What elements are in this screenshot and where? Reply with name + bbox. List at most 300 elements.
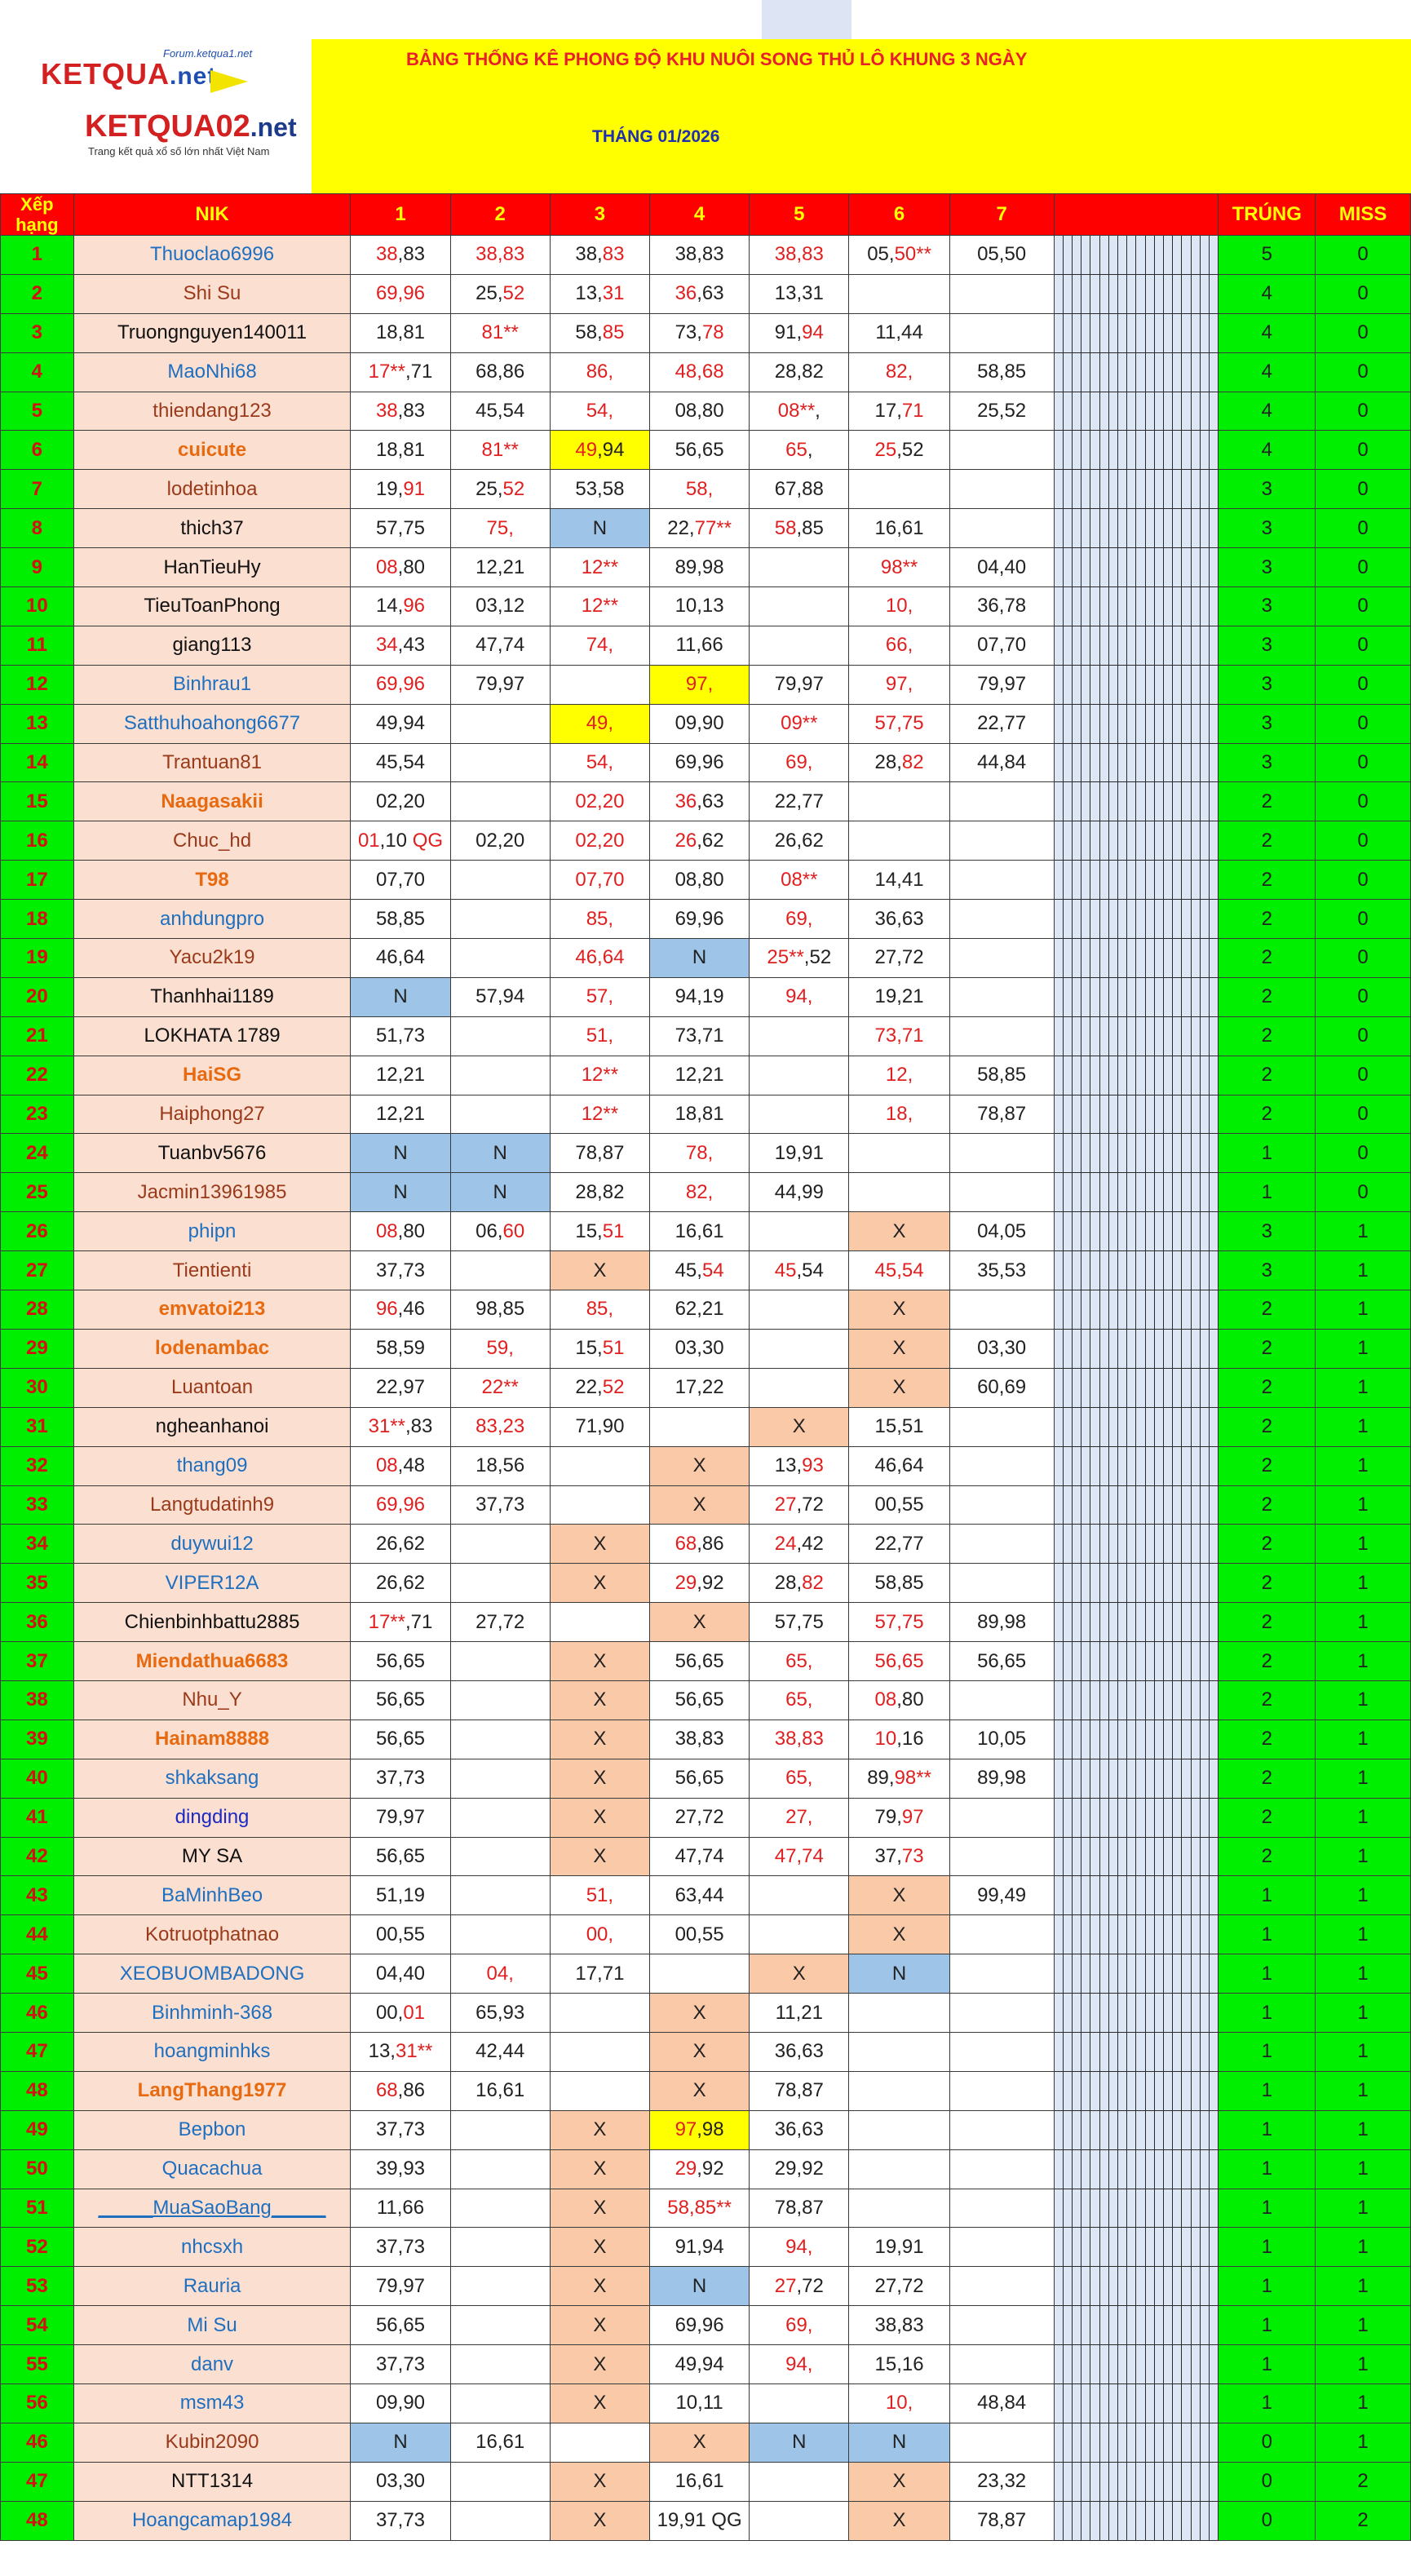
day-6-cell	[849, 2501, 949, 2540]
day-7-cell	[949, 509, 1054, 548]
empty-cell	[1081, 2071, 1090, 2110]
day-7-cell	[949, 236, 1054, 275]
nik-cell[interactable]: Hoangcamap1984	[73, 2501, 351, 2540]
empty-cell	[1200, 977, 1209, 1016]
empty-cell	[1209, 1173, 1218, 1212]
empty-cell	[1154, 2228, 1163, 2267]
cell-text: X	[692, 2040, 706, 2063]
hit-count-cell: 4	[1219, 274, 1316, 313]
empty-cell	[1209, 1954, 1218, 1994]
empty-cell	[1090, 704, 1099, 743]
empty-cell	[1145, 2345, 1154, 2384]
empty-cell	[1072, 782, 1081, 821]
day-5-cell	[750, 587, 849, 626]
cell-text: 36	[675, 790, 697, 812]
empty-cell	[1099, 1798, 1108, 1837]
day-3-cell	[550, 2306, 649, 2345]
table-row	[1, 2267, 1411, 2306]
empty-cell	[1145, 743, 1154, 782]
day-3-cell	[550, 1642, 649, 1681]
cell-text: 29	[675, 1571, 697, 1594]
empty-cell	[1127, 1994, 1136, 2033]
cell-text: 79,97	[475, 673, 525, 696]
day-4-cell	[650, 1915, 750, 1954]
cell-text: 24	[774, 1532, 797, 1555]
empty-cell	[1099, 977, 1108, 1016]
empty-cell	[1072, 2189, 1081, 2228]
empty-cell	[1173, 2462, 1182, 2501]
nik-cell[interactable]: shkaksang	[73, 1759, 351, 1798]
empty-cell	[1145, 900, 1154, 939]
nik-cell[interactable]: lodenambac	[73, 1329, 351, 1368]
nik-cell[interactable]: BaMinhBeo	[73, 1876, 351, 1915]
nik-cell[interactable]: thang09	[73, 1446, 351, 1485]
nik-cell[interactable]: Satthuhoahong6677	[73, 704, 351, 743]
day-6-cell	[849, 1016, 949, 1056]
empty-cell	[1154, 1603, 1163, 1642]
cell-text: 29,92	[774, 2158, 824, 2180]
day-3-cell	[550, 977, 649, 1016]
nik-cell[interactable]: Langtudatinh9	[73, 1485, 351, 1525]
empty-cell	[1090, 1603, 1099, 1642]
cell-text: 10,13	[675, 595, 724, 617]
nik-cell[interactable]: Trantuan81	[73, 743, 351, 782]
empty-cell	[1191, 1212, 1200, 1251]
empty-cell	[1054, 939, 1063, 978]
nik-cell[interactable]: Tientienti	[73, 1251, 351, 1290]
empty-cell	[1117, 548, 1126, 587]
day-2-cell	[450, 1212, 550, 1251]
empty-cell	[1173, 2228, 1182, 2267]
nik-cell[interactable]: giang113	[73, 626, 351, 665]
cell-text: 47,74	[475, 634, 525, 657]
cell-text: 91,	[774, 321, 803, 344]
day-6-cell	[849, 1407, 949, 1446]
nik-cell[interactable]: thich37	[73, 509, 351, 548]
empty-cell	[1081, 1798, 1090, 1837]
cell-text: 36,63	[774, 2040, 824, 2063]
rank-cell: 37	[1, 1642, 74, 1681]
empty-cell	[1127, 1056, 1136, 1095]
nik-cell[interactable]: LOKHATA 1789	[73, 1016, 351, 1056]
miss-count-cell: 1	[1316, 1994, 1411, 2033]
empty-cell	[1117, 977, 1126, 1016]
empty-cell	[1173, 1837, 1182, 1876]
cell-text: 36,78	[977, 595, 1027, 617]
hit-count-cell: 1	[1219, 1954, 1316, 1994]
empty-cell	[1136, 2423, 1145, 2462]
empty-cell	[1090, 1095, 1099, 1134]
nik-cell[interactable]: ngheanhanoi	[73, 1407, 351, 1446]
empty-cell	[1063, 1056, 1072, 1095]
empty-cell	[1127, 782, 1136, 821]
cell-text: N	[592, 516, 608, 539]
empty-cell	[1163, 1915, 1172, 1954]
day-4-cell	[650, 1056, 750, 1095]
nik-cell[interactable]: Hainam8888	[73, 1720, 351, 1759]
empty-cell	[1173, 392, 1182, 431]
empty-cell	[1099, 236, 1108, 275]
miss-count-cell: 0	[1316, 1095, 1411, 1134]
empty-cell	[1081, 900, 1090, 939]
day-2-cell	[450, 1485, 550, 1525]
cell-text: 71	[901, 400, 924, 422]
nik-cell[interactable]: cuicute	[73, 431, 351, 470]
empty-cell	[1063, 2345, 1072, 2384]
day-2-cell	[450, 1290, 550, 1330]
empty-cell	[1145, 2306, 1154, 2345]
empty-cell	[1173, 939, 1182, 978]
empty-cell	[1099, 1251, 1108, 1290]
day-1-cell	[351, 1603, 450, 1642]
day-1-cell	[351, 626, 450, 665]
empty-cell	[1191, 1446, 1200, 1485]
empty-cell	[1200, 704, 1209, 743]
day-1-cell	[351, 431, 450, 470]
day-3-cell	[550, 2462, 649, 2501]
nik-cell[interactable]: NTT1314	[73, 2462, 351, 2501]
table-row	[1, 821, 1411, 861]
cell-text: X	[892, 1923, 906, 1945]
cell-text: 12**	[581, 595, 619, 617]
empty-cell	[1081, 1720, 1090, 1759]
nik-cell[interactable]: Quacachua	[73, 2149, 351, 2189]
day-3-cell	[550, 431, 649, 470]
empty-cell	[1191, 1954, 1200, 1994]
nik-cell[interactable]: Chienbinhbattu2885	[73, 1603, 351, 1642]
empty-cell	[1154, 1407, 1163, 1446]
cell-text: 02,20	[575, 790, 625, 812]
table-row	[1, 1056, 1411, 1095]
cell-text: X	[692, 2001, 706, 2024]
day-2-cell	[450, 1407, 550, 1446]
nik-cell[interactable]: Naagasakii	[73, 782, 351, 821]
nik-cell[interactable]: Haiphong27	[73, 1095, 351, 1134]
nik-cell[interactable]: HanTieuHy	[73, 548, 351, 587]
cell-text: 57,75	[874, 1610, 924, 1633]
rank-cell: 54	[1, 2306, 74, 2345]
miss-count-cell: 1	[1316, 1915, 1411, 1954]
day-3-cell	[550, 1173, 649, 1212]
cell-text: 31**	[395, 2040, 433, 2063]
hit-count-cell: 0	[1219, 2462, 1316, 2501]
hit-count-cell: 1	[1219, 2189, 1316, 2228]
cell-text: N	[393, 1180, 408, 1203]
miss-count-cell: 0	[1316, 1134, 1411, 1173]
empty-cell	[1081, 1251, 1090, 1290]
empty-cell	[1117, 1446, 1126, 1485]
empty-cell	[1182, 1798, 1191, 1837]
empty-cell	[1090, 431, 1099, 470]
empty-cell	[1099, 939, 1108, 978]
hit-count-cell: 2	[1219, 1603, 1316, 1642]
cell-text: 78,87	[575, 1141, 625, 1164]
nik-cell[interactable]: emvatoi213	[73, 1290, 351, 1330]
empty-cell	[1054, 1603, 1063, 1642]
day-7-cell	[949, 2462, 1054, 2501]
empty-cell	[1173, 1680, 1182, 1720]
nik-cell[interactable]: lodetinhoa	[73, 470, 351, 509]
empty-cell	[1072, 1954, 1081, 1994]
empty-cell	[1072, 274, 1081, 313]
empty-cell	[1072, 2423, 1081, 2462]
miss-count-cell: 1	[1316, 1446, 1411, 1485]
empty-cell	[1063, 1368, 1072, 1407]
day-2-cell	[450, 1134, 550, 1173]
day-6-cell	[849, 2306, 949, 2345]
nik-cell[interactable]: Yacu2k19	[73, 939, 351, 978]
empty-cell	[1200, 587, 1209, 626]
empty-cell	[1191, 470, 1200, 509]
nik-cell[interactable]: VIPER12A	[73, 1564, 351, 1603]
empty-cell	[1136, 2345, 1145, 2384]
hit-count-cell: 1	[1219, 2071, 1316, 2110]
nik-cell[interactable]: phipn	[73, 1212, 351, 1251]
day-3-cell	[550, 2423, 649, 2462]
empty-cell	[1108, 1290, 1117, 1330]
empty-cell	[1081, 1603, 1090, 1642]
empty-cell	[1163, 1212, 1172, 1251]
empty-cell	[1108, 392, 1117, 431]
day-7-cell	[949, 2149, 1054, 2189]
empty-cell	[1081, 431, 1090, 470]
nik-cell[interactable]: Bepbon	[73, 2110, 351, 2149]
empty-cell	[1173, 1095, 1182, 1134]
nik-cell[interactable]: danv	[73, 2345, 351, 2384]
nik-cell[interactable]: Miendathua6683	[73, 1642, 351, 1681]
empty-cell	[1081, 1212, 1090, 1251]
cell-text: 35,53	[977, 1259, 1027, 1281]
day-7-cell	[949, 1095, 1054, 1134]
empty-cell	[1163, 313, 1172, 352]
empty-cell	[1163, 587, 1172, 626]
empty-cell	[1117, 1525, 1126, 1564]
cell-text: 81**	[481, 321, 519, 344]
day-1-cell	[351, 977, 450, 1016]
nik-cell[interactable]: T98	[73, 861, 351, 900]
cell-text: 37,73	[375, 1767, 426, 1790]
empty-cell	[1117, 821, 1126, 861]
nik-cell[interactable]: Chuc_hd	[73, 821, 351, 861]
nik-cell[interactable]: Kubin2090	[73, 2423, 351, 2462]
day-7-cell	[949, 2306, 1054, 2345]
cell-text: 51	[602, 1219, 625, 1242]
nik-cell[interactable]: MY SA	[73, 1837, 351, 1876]
empty-cell	[1117, 900, 1126, 939]
nik-cell[interactable]: nhcsxh	[73, 2228, 351, 2267]
empty-cell	[1054, 587, 1063, 626]
day-7-cell	[949, 587, 1054, 626]
empty-cell	[1117, 2189, 1126, 2228]
nik-cell[interactable]: dingding	[73, 1798, 351, 1837]
empty-cell	[1136, 1056, 1145, 1095]
day-5-cell	[750, 392, 849, 431]
empty-cell	[1117, 392, 1126, 431]
miss-count-cell: 0	[1316, 587, 1411, 626]
empty-cell	[1136, 313, 1145, 352]
nik-cell[interactable]: thiendang123	[73, 392, 351, 431]
cell-text: ,48	[397, 1454, 426, 1477]
day-1-cell	[351, 1016, 450, 1056]
cell-text: 07,70	[375, 868, 426, 891]
empty-cell	[1072, 1915, 1081, 1954]
nik-cell[interactable]: Truongnguyen140011	[73, 313, 351, 352]
empty-cell	[1191, 2306, 1200, 2345]
nik-cell[interactable]: MaoNhi68	[73, 352, 351, 392]
empty-cell	[1191, 1837, 1200, 1876]
miss-count-cell: 0	[1316, 431, 1411, 470]
empty-cell	[1154, 2345, 1163, 2384]
day-6-cell	[849, 1251, 949, 1290]
cell-text: 78,87	[774, 2196, 824, 2219]
empty-cell	[1145, 509, 1154, 548]
cell-text: 69,96	[375, 673, 426, 696]
empty-cell	[1209, 1642, 1218, 1681]
cell-text: 22,	[575, 1376, 603, 1399]
hit-count-cell: 1	[1219, 1173, 1316, 1212]
nik-cell[interactable]: XEOBUOMBADONG	[73, 1954, 351, 1994]
nik-cell[interactable]: HaiSG	[73, 1056, 351, 1095]
rank-cell: 6	[1, 431, 74, 470]
empty-cell	[1182, 1525, 1191, 1564]
day-4-cell	[650, 1954, 750, 1994]
day-5-cell	[750, 1095, 849, 1134]
empty-cell	[1145, 1134, 1154, 1173]
empty-cell	[1163, 2383, 1172, 2423]
day-2-cell	[450, 1798, 550, 1837]
nik-cell[interactable]: _____MuaSaoBang_____	[73, 2189, 351, 2228]
empty-cell	[1200, 1525, 1209, 1564]
empty-cell	[1145, 1016, 1154, 1056]
cell-text: 97	[675, 2118, 697, 2141]
day-2-cell	[450, 1329, 550, 1368]
nik-cell[interactable]: Rauria	[73, 2267, 351, 2306]
day-1-cell	[351, 1290, 450, 1330]
empty-cell	[1209, 743, 1218, 782]
nik-cell[interactable]: Mi Su	[73, 2306, 351, 2345]
empty-cell	[1163, 704, 1172, 743]
empty-cell	[1163, 1603, 1172, 1642]
nik-cell[interactable]: anhdungpro	[73, 900, 351, 939]
empty-cell	[1209, 2383, 1218, 2423]
cell-text: ,42	[796, 1532, 824, 1555]
empty-cell	[1136, 626, 1145, 665]
nik-cell[interactable]: hoangminhks	[73, 2032, 351, 2071]
empty-cell	[1063, 1251, 1072, 1290]
nik-cell[interactable]: duywui12	[73, 1525, 351, 1564]
empty-cell	[1173, 1798, 1182, 1837]
table-row	[1, 2383, 1411, 2423]
day-1-cell	[351, 1954, 450, 1994]
nik-cell[interactable]: Tuanbv5676	[73, 1134, 351, 1173]
nik-cell[interactable]: Nhu_Y	[73, 1680, 351, 1720]
miss-count-cell: 0	[1316, 1173, 1411, 1212]
day-6-cell	[849, 2383, 949, 2423]
cell-text: 45,54	[375, 751, 426, 774]
miss-count-cell: 1	[1316, 1525, 1411, 1564]
empty-cell	[1136, 1915, 1145, 1954]
day-6-cell	[849, 782, 949, 821]
empty-cell	[1136, 900, 1145, 939]
empty-cell	[1182, 313, 1191, 352]
cell-text: 12,21	[475, 555, 525, 578]
empty-cell	[1081, 2032, 1090, 2071]
empty-cell	[1117, 743, 1126, 782]
day-5-cell	[750, 2110, 849, 2149]
cell-text: 22,	[667, 516, 695, 539]
empty-cell	[1127, 2149, 1136, 2189]
empty-cell	[1072, 1173, 1081, 1212]
empty-cell	[1054, 821, 1063, 861]
empty-cell	[1200, 392, 1209, 431]
cell-text: 16,61	[675, 1219, 724, 1242]
cell-text: 78,	[685, 1141, 714, 1164]
cell-text: 16,61	[675, 2470, 724, 2493]
empty-cell	[1163, 2462, 1172, 2501]
cell-text: 69,	[785, 907, 813, 930]
day-7-cell	[949, 1251, 1054, 1290]
cell-text: 89,98	[977, 1610, 1027, 1633]
nik-cell[interactable]: LangThang1977	[73, 2071, 351, 2110]
empty-cell	[1117, 1485, 1126, 1525]
nik-cell[interactable]: Thanhhai1189	[73, 977, 351, 1016]
empty-cell	[1108, 1720, 1117, 1759]
empty-cell	[1145, 939, 1154, 978]
nik-cell[interactable]: TieuToanPhong	[73, 587, 351, 626]
day-1-cell	[351, 1368, 450, 1407]
empty-cell	[1081, 2189, 1090, 2228]
day-4-cell	[650, 1290, 750, 1330]
table-row	[1, 1525, 1411, 1564]
empty-cell	[1127, 2383, 1136, 2423]
miss-count-cell: 1	[1316, 1485, 1411, 1525]
empty-cell	[1182, 1485, 1191, 1525]
nik-cell[interactable]: Kotruotphatnao	[73, 1915, 351, 1954]
logo[interactable]	[0, 39, 312, 193]
empty-cell	[1209, 1095, 1218, 1134]
nik-cell[interactable]: Luantoan	[73, 1368, 351, 1407]
nik-cell[interactable]: Binhrau1	[73, 665, 351, 704]
day-4-cell	[650, 548, 750, 587]
cell-text: 38,83	[874, 2313, 924, 2336]
cell-text: 56,65	[874, 1649, 924, 1672]
day-2-cell	[450, 1837, 550, 1876]
hit-count-cell: 2	[1219, 1407, 1316, 1446]
empty-cell	[1108, 1212, 1117, 1251]
empty-cell	[1191, 2383, 1200, 2423]
cell-text: 02,20	[375, 790, 426, 812]
nik-cell[interactable]: Shi Su	[73, 274, 351, 313]
nik-cell[interactable]: Binhminh-368	[73, 1994, 351, 2033]
day-2-cell	[450, 1016, 550, 1056]
empty-cell	[1163, 470, 1172, 509]
empty-cell	[1108, 587, 1117, 626]
nik-cell[interactable]: msm43	[73, 2383, 351, 2423]
empty-cell	[1182, 470, 1191, 509]
rank-cell: 55	[1, 2345, 74, 2384]
empty-cell	[1127, 1837, 1136, 1876]
empty-cell	[1136, 509, 1145, 548]
empty-cell	[1182, 900, 1191, 939]
cell-text: 08,80	[675, 868, 724, 891]
empty-cell	[1090, 313, 1099, 352]
nik-cell[interactable]: Thuoclao6996	[73, 236, 351, 275]
nik-cell[interactable]: Jacmin13961985	[73, 1173, 351, 1212]
day-5-cell	[750, 2501, 849, 2540]
empty-cell	[1200, 1564, 1209, 1603]
empty-cell	[1063, 1407, 1072, 1446]
empty-cell	[1081, 274, 1090, 313]
